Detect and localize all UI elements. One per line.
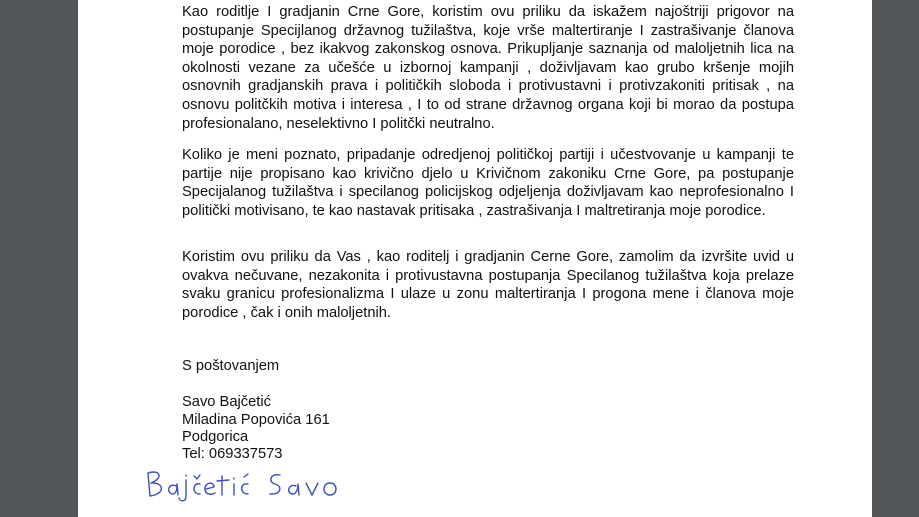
closing-salutation: S poštovanjem xyxy=(182,358,280,374)
sender-city: Podgorica xyxy=(182,429,249,445)
sender-name: Savo Bajčetić xyxy=(182,394,271,410)
paragraph-complaint: Kao roditlje I gradjanin Crne Gore, koristim ovu priliku da iskažem najoštriji prigovor na postupanje Specijlanog državnog tužilaštva, koje vrše maltertiranje I zastrašivanje članova moje porodice , bez ikakvog zakonskog osnova. Prikupljanje saznanja od maloljetnih lica na okolnosti vezane za učešće u izbornoj kampanji , doživljavam kao grubo kršenje mojih osnovnih gradjanskih prava i političkih sloboda i protivustavni i protivzakoniti pritisak , na osnovu politčkih motiva i interesa , I to od strane državnog organa koji bi morao da postupa profesionalano, neselektivno I politčki neutralno. xyxy=(182,4,794,132)
sender-street: Miladina Popovića 161 xyxy=(182,412,330,428)
paragraph-request: Koristim ovu priliku da Vas , kao roditelj i gradjanin Cerne Gore, zamolim da izvršite uvid u ovakva nečuvane, nezakonita i protivustavna postupanja Specilanog tužilaštva koja prelaze svaku granicu profesionalizma I ulaze u zonu maltertiranja I progona mene i članova moje porodice , čak i onih maloljetnih. xyxy=(182,249,794,321)
paragraph-legal-basis: Koliko je meni poznato, pripadanje odredjenoj političkoj partiji i učestvovanje u kampanji te partije nije propisano kao krivično djelo u Krivičnom zakoniku Crne Gore, pa postupanje Specijalanog tužilaštva i specilanog policijskog odjeljenja doživljavam kao neprofesionalno I politički motivisano, te kao nastavak pritisaka , zastrašivanja I maltretiranja moje porodice. xyxy=(182,147,794,219)
document-page xyxy=(78,0,872,517)
sender-phone: Tel: 069337573 xyxy=(182,446,283,462)
handwritten-signature xyxy=(142,464,372,504)
